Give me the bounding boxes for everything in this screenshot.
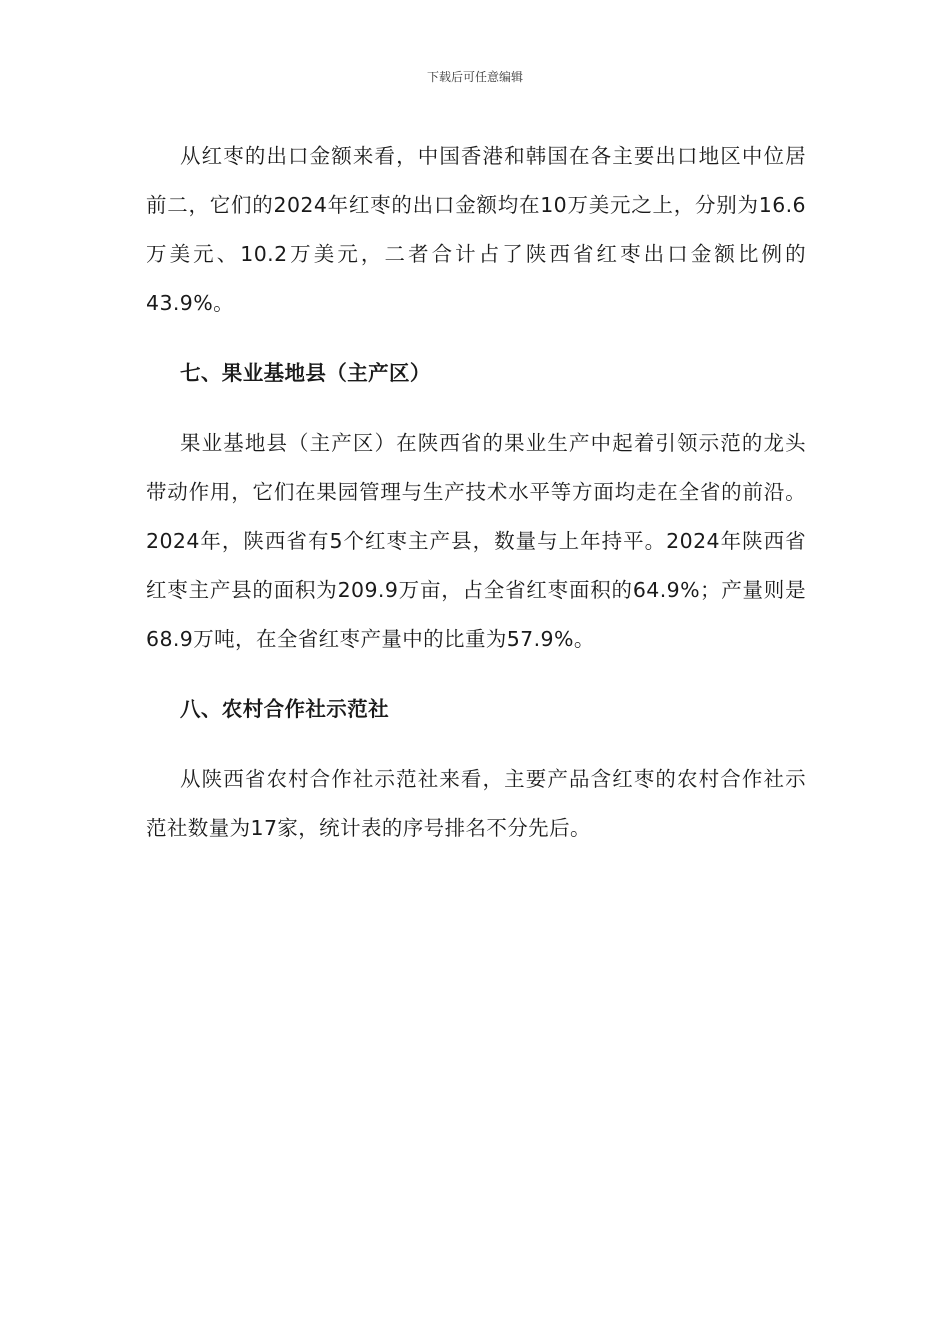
- section-heading-cooperative: 八、农村合作社示范社: [180, 697, 389, 721]
- paragraph-export-value: 从红枣的出口金额来看，中国香港和韩国在各主要出口地区中位居前二，它们的2024年红枣的出口金额均在10万美元之上，分别为16.6万美元、10.2万美元，二者合计占了陕西省红枣出口金额比例的43.9%。: [146, 144, 806, 315]
- section-heading-fruit-base-county: 七、果业基地县（主产区）: [180, 361, 431, 385]
- page-header: 下载后可任意编辑: [426, 70, 523, 84]
- paragraph-cooperative: 从陕西省农村合作社示范社来看，主要产品含红枣的农村合作社示范社数量为17家，统计表的序号排名不分先后。: [146, 767, 806, 840]
- paragraph-fruit-base-county: 果业基地县（主产区）在陕西省的果业生产中起着引领示范的龙头带动作用，它们在果园管理与生产技术水平等方面均走在全省的前沿。2024年，陕西省有5个红枣主产县，数量与上年持平。2024年陕西省红枣主产县的面积为209.9万亩，占全省红枣面积的64.9%；产量则是68.9万吨，在全省红枣产量中的比重为57.9%。: [146, 431, 806, 651]
- document-body: [146, 132, 806, 874]
